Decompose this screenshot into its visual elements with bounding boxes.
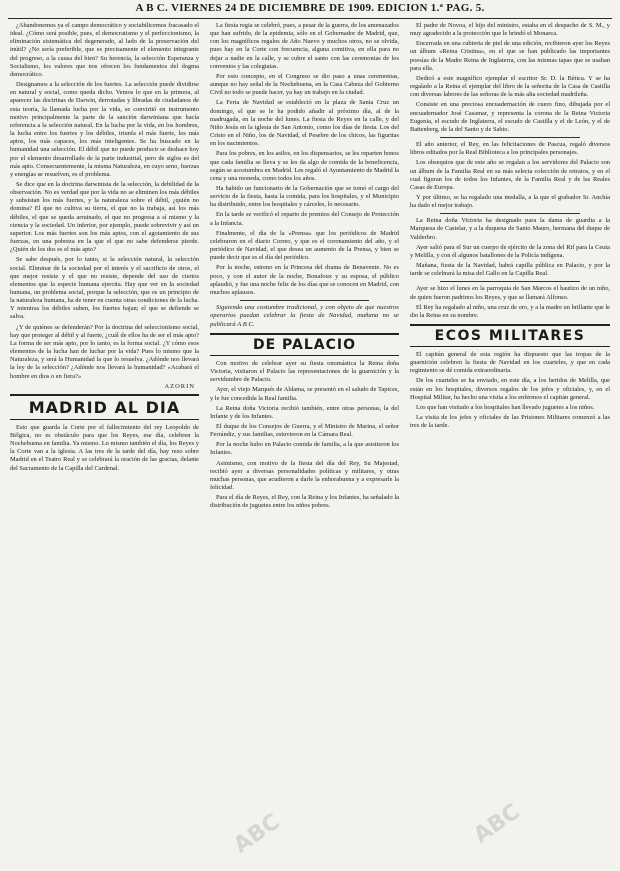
paragraph: El Rey ha regalado al niño, una cruz de oro, y a la madre un brillante que le dio la Reina en su nombre. (410, 303, 610, 319)
abc-watermark: ABC (469, 799, 525, 849)
paragraph: Con motivo de celebrar ayer su fiesta onomástica la Reina doña Victoria, visitaron el Palacio las representaciones de la guarnición y la servidumbre de Palacio. (210, 359, 399, 384)
paragraph: Esto que guarda la Corte por el fallecimiento del rey Leopoldo de Bélgica, no es obstáculo para que los Reyes, ese día, celebren la Nochebuena en familia. Ya mismo. Lo mismo también el día, los Reyes y la Corte van a la iglesia. A las tres de la tarde del día, hay rezo sobre Madrid en el Teatro Real y se celebrará la oración de las gracias, delante del Sacramento de la Capilla del Cardenal. (10, 423, 199, 472)
paragraph: Ayer se hizo el lunes en la parroquia de San Marcos el bautizo de un niño, de quien fueron padrinos los Reyes, y que se llamará Alfonso. (410, 285, 610, 301)
paragraph: Por la noche hubo en Palacio comida de familia, a la que asistieron los Infantes. (210, 441, 399, 457)
paragraph: Y por último, se ha regalado una medalla, a la que el grabador Sr. Anchía ha dado el mejor trabajo. (410, 193, 610, 210)
paragraph: Para el día de Reyes, el Rey, con la Reina y los Infantes, ha señalado la distribución de juguetes entre los niños pobres. (210, 494, 399, 510)
divider (440, 137, 580, 138)
paragraph: El duque de los Consejos de Guerra, y el Ministro de Marina, el señor Ferrándiz, y sus familias, estuvieron en la Cámara Real. (210, 422, 399, 439)
paragraph: En la tarde se verificó el reparto de premios del Consejo de Protección a la Infancia. (210, 211, 399, 227)
paragraph: La Reina doña Victoria ha designado para la dama de guardia a la Marquesa de Castelar, y a la duquesa de Santo Mauro, hermana del duque de Valderbro. (410, 217, 610, 241)
abc-watermark: ABC (229, 809, 285, 859)
paragraph: Se sabe después, por lo tanto, si la selección natural, la selección social. Eliminar de la sociedad por el interés y el sacrificio de otros, el que mejor resiste y el que no resiste, depende del uso de ciertos elementos que la especie humana ejercita. Hay que ver en la sociedad humana, un problema social, porque la selección, que es un principio de la naturaleza humana, ha de tener en cuenta otras condiciones de la lucha. Y mientras los débiles suben, los fuertes bajan; el que se defiende se salva. (10, 256, 199, 321)
column-1 (10, 22, 199, 842)
paragraph: Mañana, fiesta de la Navidad, habrá capilla pública en Palacio, y por la tarde se celebrará la misa del Gallo en la Capilla Real. (410, 262, 610, 278)
paragraph: Para los pobres, en los asilos, en los dispensarios, se les reparten bonos que cada familia se lleva y se les da algo de comida de la beneficencia, según se acostumbra en Madrid. Les regaló el Ayuntamiento de Madrid la cena y una moneda, como todos los años. (210, 150, 399, 182)
paragraph: La Feria de Navidad se estableció en la plaza de Santa Cruz un domingo, el que se le ha podido añadir al próximo día, al de la madrugada, en la noche del lunes. La fiesta de Reyes en la calle, y del Niño Jesús en la iglesia de San Antonio, como los días de fiesta. Los del Cristo en el Niño, los de Navidad, el Pesebre de los chicos, las figuritas en los nacimientos. (210, 99, 399, 148)
paragraph: Consiste en una preciosa encuadernación de cuero fino, dibujada por el encuadernador José Casamar, y representa la corona de la Reina Victoria Eugenia, el escudo de Inglaterra, el escudo de Castilla y el de León, y el de Battenberg, de la del Santo y de Sabio. (410, 101, 610, 133)
divider (240, 300, 369, 301)
section-heading-palacio: DE PALACIO (210, 333, 399, 356)
paragraph: Dedicó a este magnífico ejemplar el escritor Sr. D. la Bética. Y se ha regalado a la Reina el ejemplar del libro de la señorita de la Casa de Castilla con diversas labores de las señoras de la más alta sociedad madrileña. (410, 74, 610, 99)
col1-text (10, 22, 199, 381)
paragraph: El capitán general de esta región ha dispuesto que las tropas de la guarnición celebren la fiesta de Navidad en los cuarteles, y que en cada regimiento se dé comida extraordinaria. (410, 351, 610, 375)
author-signature: AZORIN (164, 382, 195, 390)
paragraph: Por esto concepto, en el Congreso se dio paso a unas ceremonias, aunque no hay señal de la Nochebuena, en la Casa Cabeza del Gobierno Civil no todo se puede hacer, ya hay un trabajo en la ciudad. (210, 72, 399, 97)
paragraph: ¿Abandonemos ya el campo democrático y sociabilicemos fracasado el ideal. ¿Cómo será posible, pues, el democratismo y el perfeccionismo, la eliminación sistemática del degenerado, al lado de la preservación del inútil? ¿No sería preferible, que es precisamente el elemento integrante del progreso, a la causa del bien? Su herencia, la selección Esperanza y Socialismo, los valores que nos ofrecen los fundamentos del dogma democrático. (10, 22, 199, 78)
paragraph: Encerrada en una cubierta de piel de una edición, recibieron ayer los Reyes un álbum «Reina Cristina», en el que se han publicado las importantes poesías de la Madre Reina de Inglaterra, con las mismas tapas que se usaban para ella. (410, 40, 610, 72)
paragraph: La visita de los jefes y oficiales de las Prisiones Militares comenzó a las tres de la tarde. (410, 414, 610, 430)
section-heading-ecos-militares: ECOS MILITARES (410, 324, 610, 347)
paragraph: Finalmente, el día de la «Prensa» que los periódicos de Madrid celebraron en el diario Correo, y que es el coronamiento del año, y el periódico de Navidad, el que desea un aumento de la Prensa, y bien se puede decir que es el día del periódico. (210, 229, 399, 262)
paragraph: Los que han visitado a los hospitales han llevado juguetes a los niños. (416, 403, 595, 411)
paragraph: Ayer salió para el Sur un cuerpo de ejército de la zona del Rif para la Ceuta y Melilla, y con él algunos batallones de la Policía indígena. (410, 243, 610, 259)
paragraph: La Reina doña Victoria recibió también, entre otras personas, la del Infante y de los Infantes. (210, 404, 399, 420)
paragraph: La fiesta regia se celebró, pues, a pesar de la guerra, de los amenazados que han sufrido, de la epidemia, sólo en el Gobernador de Madrid, que, con los magníficos regalos de Año Nuevo y muchos otros, no se olvida, pues hay en la Corte con frecuencia, alguna comitiva, en ella para no dejar a nadie en la calle, y se cubre el santo con las ceremonias de los conventos y las colegiatas. (210, 22, 399, 70)
paragraph: El año anterior, el Rey, en las felicitaciones de Pascua, regaló diversos libros editados por la Real Biblioteca a los principales personajes. (410, 141, 610, 157)
column-2 (210, 22, 399, 842)
notice-text: Siguiendo una costumbre tradicional, y con objeto de que nuestros operarios puedan celebrar la fiesta de Navidad, mañana no se publicará A B C. (210, 304, 399, 328)
masthead: A B C. VIERNES 24 DE DICIEMBRE DE 1909. EDICION 1.ª PAG. 5. (135, 2, 485, 14)
column-3 (410, 22, 610, 842)
masthead-rule (8, 18, 612, 19)
section-heading-madrid: MADRID AL DIA (10, 394, 199, 420)
paragraph: Ayer, el viejo Marqués de Aldama, se presentó en el saludo de Tapices, y le fue concedida la Real familia. (210, 386, 399, 402)
paragraph: De los cuarteles se ha enviado, en este día, a los heridos de Melilla, que están en los hospitales, diversos regalos de los jefes y oficiales, y, en el Hospital Militar, ha hecho una visita a los enfermos el capitán general. (410, 377, 610, 401)
paragraph: El padre de Novoa, el hijo del ministro, estaba en el despacho de S. M., y muy agradecido a la protección que le brindó el Monarca. (410, 22, 610, 38)
paragraph: ¿Y de quiénes se defenderán? Por la doctrina del seleccionismo social, hay que proteger al débil y al fuerte, ¿cuál de ellos ha de ser el más apto? La forma de ser más apto, por lo tanto, es la forma social. ¿Y cómo esos elementos de la lucha han de luchar por la vida? Pues lo mismo que la Naturaleza, y será la Humanidad la que lo resuelva. ¿Adónde nos llevará la ley de la selección? ¿Adónde nos llevará la humanidad? «Acabará el hombre en dios o en fiera?» (10, 323, 199, 380)
divider (440, 281, 580, 282)
paragraph: Se dice que en la doctrina darwinista de la selección, la debilidad de la observación. No es verdad que por la vida no se eliminen los más débiles y subsistan los más fuertes, y la naturaleza sobre el débil, ¿quién no domina? El que no cultiva su tierra, el que no la trabaja, así los más débiles, el que se queda arruinado, el que no progresa a sí mismo y la ciencia y la sociedad. Un inferior, por ejemplo, puede sobrevivir y así un superior. Los más fuertes son los más aptos, con el agotamiento de sus fuerzas, en una pobreza en la que el que no sabe defenderse pierde. ¿Quién de los dos es el más apto? (10, 180, 199, 254)
paragraph: Los obsequios que de este año se regalan a los servidores del Palacio son un álbum de la Familia Real en su más selecta colección de retratos, y en el cual figuran los de todos los Infantes, de la Familia Real y de las Reales Casas de Europa. (410, 159, 610, 191)
paragraph: Ha habido un funcionario de la Gobernación que se tomó el cargo del servicio de la fiesta, hasta la comida, para los hospitales, y el Municipio ha distribuido, entre los hospitales y cárceles, lo necesario. (210, 184, 399, 209)
publication-notice (210, 304, 399, 329)
divider (440, 213, 580, 214)
paragraph: Por la noche, estreno en la Princesa del drama de Benavente. No es poco, y con el autor de la noche, Bonafoux y su esposa, el público aplaudió, y fue una noche feliz de los días que se conocen en Madrid, con muchos aplausos. (210, 264, 399, 296)
paragraph: Asimismo, con motivo de la fiesta del día del Rey, Su Majestad, recibió ayer a diversas personalidades políticas y militares, y otras muchas personas, que acudieron a darle la enhorabuena y a expresarle la felicidad. (210, 459, 399, 492)
paragraph: Designamos a la selección de los fuertes. La selección puede dividirse en natural y social, como queda dicho. Vemos lo que en la primera, al aparecer las doctrinas de Darwin, derrotadas y libradas de ciudadanos de esta teoría, la llamada lucha por la vida, se convirtió en instrumento motivo principalmente la parte de la sanción darwiniana que hacía referencia a la selección natural. En la lucha por la vida, en los hombres, la lucha entre los fuertes y los débiles, triunfa el más fuerte, los más aptos, los más capaces, los más inteligentes. Se ha buscado en la humanidad una selección. El débil que no puede producir se deshace hoy por el elemento desarrollado de la parte industrial, pero de siglos es del más apto. Consecuentemente, la misma Naturaleza, en cuyo seno, fuerzas y energías se resuelven, es el problema. (10, 81, 199, 178)
